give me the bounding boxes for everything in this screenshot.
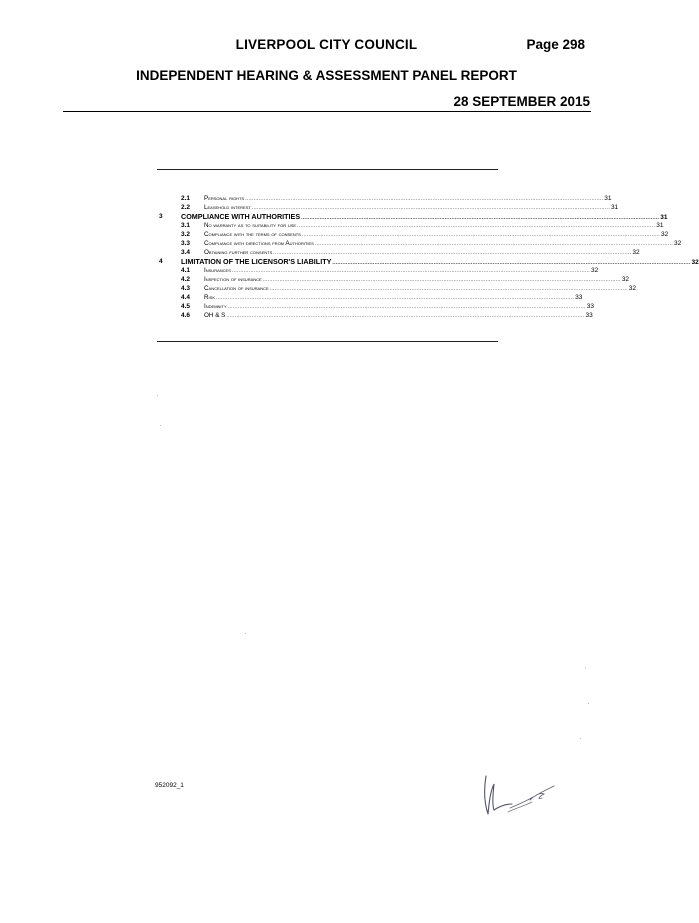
toc-leader-dots: ....................................................................................................................................................................................................................	[262, 277, 621, 283]
toc-leader-dots: ....................................................................................................................................................................................................................	[245, 196, 604, 202]
toc-entry-title: LIMITATION OF THE LICENSOR'S LIABILITY	[181, 257, 332, 266]
toc-entry-number: 4.2	[181, 276, 191, 283]
toc-entry-number: 3.2	[181, 231, 191, 238]
scan-speck	[160, 425, 161, 426]
toc-entry	[155, 239, 682, 248]
toc-entry-page: 32	[621, 276, 630, 283]
scan-speck	[245, 633, 246, 634]
report-date: 28 SEPTEMBER 2015	[453, 94, 590, 109]
toc-entry	[155, 230, 669, 239]
toc-entry-title: Compliance with directions from Authorities	[204, 240, 314, 247]
toc-entry-page: 32	[628, 285, 636, 292]
toc-entry-page: 32	[673, 240, 682, 247]
toc-top-divider	[157, 169, 498, 170]
signature-icon	[480, 770, 560, 820]
toc-entry-number: 2.2	[181, 204, 191, 211]
toc-entry-number: 3	[159, 213, 163, 220]
toc-entry-title: Cancellation of insurance	[204, 285, 269, 292]
toc-entry-title: OH & S	[204, 312, 226, 319]
toc-entry-number: 4	[159, 258, 163, 265]
header-divider	[63, 111, 591, 112]
toc-leader-dots: ....................................................................................................................................................................................................................	[226, 313, 585, 319]
toc-entry-page: 32	[660, 231, 669, 238]
scan-speck	[588, 703, 589, 704]
toc-entry-number: 4.3	[181, 285, 191, 292]
toc-entry-number: 4.1	[181, 267, 191, 274]
toc-entry-page: 32	[691, 259, 699, 266]
toc-entry	[155, 275, 630, 284]
toc-entry	[155, 194, 612, 203]
scan-speck	[157, 395, 158, 396]
toc-entry-title: No warranty as to suitability for use	[204, 222, 297, 229]
toc-entry-page: 32	[632, 249, 640, 256]
toc-leader-dots: ....................................................................................................................................................................................................................	[269, 286, 628, 292]
toc-bottom-divider	[157, 341, 498, 342]
toc-entry-page: 33	[575, 294, 583, 301]
toc-entry-number: 3.4	[181, 249, 191, 256]
toc-entry-number: 3.1	[181, 222, 191, 229]
toc-entry-title: Risk	[204, 294, 215, 301]
toc-entry-title: COMPLIANCE WITH AUTHORITIES	[181, 212, 301, 221]
toc-entry-page: 33	[586, 303, 594, 310]
toc-entry	[155, 248, 640, 257]
toc-entry-number: 4.5	[181, 303, 191, 310]
toc-entry-title: Inspection of insurance	[204, 276, 262, 283]
toc-entry	[155, 221, 664, 230]
toc-entry	[155, 293, 583, 302]
toc-entry	[155, 257, 699, 266]
toc-entry-title: Compliance with the terms of consents	[204, 231, 301, 238]
scan-speck	[580, 738, 581, 739]
toc-entry-page: 31	[610, 204, 619, 211]
toc-entry-title: Leasehold interest	[204, 204, 251, 211]
toc-entry	[155, 266, 599, 275]
toc-leader-dots: ....................................................................................................................................................................................................................	[227, 304, 586, 310]
toc-entry-page: 31	[656, 222, 664, 229]
toc-leader-dots: ....................................................................................................................................................................................................................	[231, 268, 590, 274]
toc-entry	[155, 284, 636, 293]
toc-entry-title: Personal rights	[204, 195, 245, 202]
toc-leader-dots: ....................................................................................................................................................................................................................	[314, 241, 673, 247]
page-number: Page 298	[526, 37, 585, 52]
toc-entry	[155, 203, 619, 212]
table-of-contents	[155, 194, 699, 320]
toc-leader-dots: ....................................................................................................................................................................................................................	[297, 223, 656, 229]
toc-entry-page: 33	[585, 312, 593, 319]
toc-entry-number: 4.4	[181, 294, 191, 301]
toc-leader-dots: ....................................................................................................................................................................................................................	[273, 250, 632, 256]
toc-entry	[155, 212, 668, 221]
toc-entry-number: 2.1	[181, 195, 191, 202]
toc-entry-title: Obtaining further consents	[204, 249, 273, 256]
toc-entry-page: 31	[604, 195, 612, 202]
toc-entry	[155, 302, 594, 311]
toc-entry	[155, 311, 593, 320]
report-title: INDEPENDENT HEARING & ASSESSMENT PANEL REPORT	[136, 68, 517, 83]
toc-leader-dots: ....................................................................................................................................................................................................................	[332, 260, 691, 266]
toc-entry-title: Insurances	[204, 267, 231, 274]
toc-entry-number: 3.3	[181, 240, 191, 247]
page-header-organization: LIVERPOOL CITY COUNCIL	[235, 37, 418, 52]
scan-speck	[585, 667, 586, 668]
toc-entry-page: 31	[660, 214, 668, 221]
toc-leader-dots: ....................................................................................................................................................................................................................	[251, 205, 610, 211]
toc-entry-number: 4.6	[181, 312, 191, 319]
document-reference: 952092_1	[155, 782, 184, 789]
toc-leader-dots: ....................................................................................................................................................................................................................	[301, 215, 660, 221]
toc-entry-page: 32	[590, 267, 599, 274]
toc-entry-title: Indemnity	[204, 303, 227, 310]
toc-leader-dots: ....................................................................................................................................................................................................................	[301, 232, 660, 238]
toc-leader-dots: ....................................................................................................................................................................................................................	[216, 295, 575, 301]
